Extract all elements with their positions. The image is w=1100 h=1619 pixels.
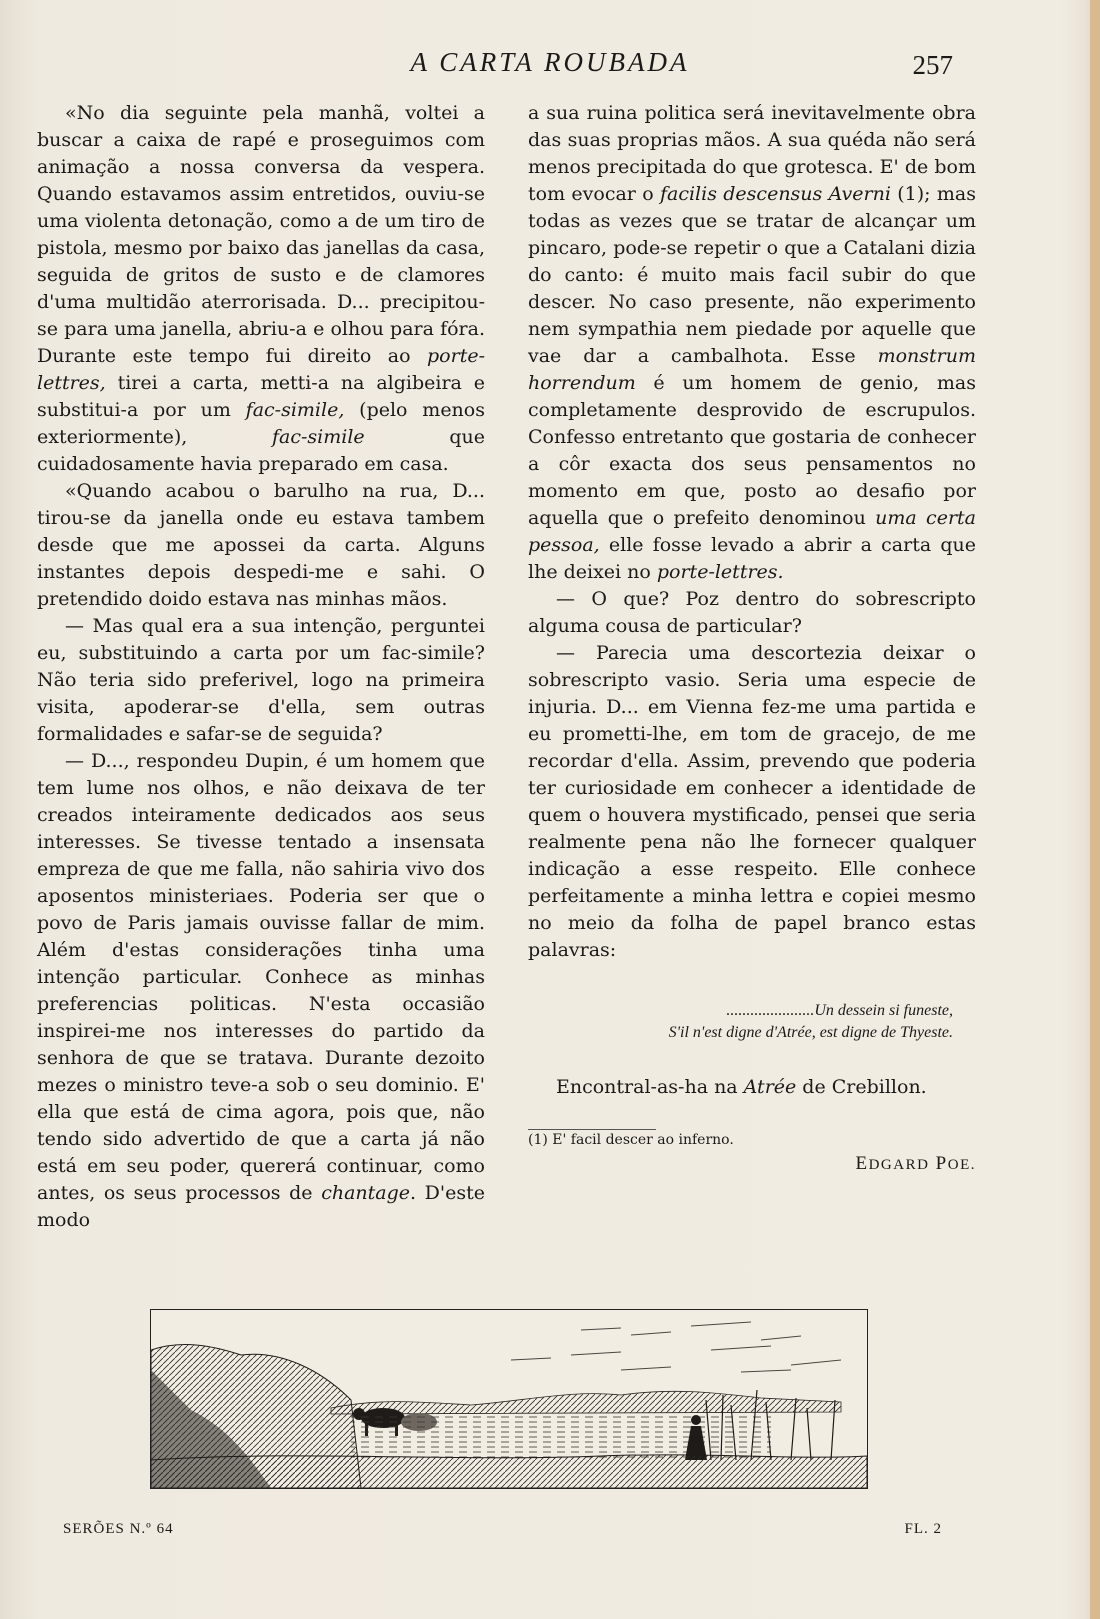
right-column [528, 100, 976, 1179]
paragraph: — O que? Poz dentro do sobrescripto alguma cousa de particular? [528, 588, 976, 637]
left-column [37, 100, 485, 1234]
footer-folio: FL. 2 [904, 1521, 942, 1537]
paragraph: a sua ruina politica será inevitavelmente obra das suas proprias mãos. A sua quéda não será menos precipitada do que grotesca. E' de bom tom evocar o facilis descensus Averni (1); mas todas as vezes que se tratar de alcançar um pincaro, pode-se repetir o que a Catalani dizia do canto: é muito mais facil subir do que descer. No caso presente, não experimento nem sympathia nem piedade por aquelle que vae dar a cambalhota. Esse monstrum horrendum é um homem de genio, mas completamente desprovido de escrupulos. Confesso entretanto que gostaria de conhecer a côr exacta dos seus pensamentos no momento em que, posto ao desafio por aquella que o prefeito denominou uma certa pessoa, elle fosse levado a abrir a carta que lhe deixei no porte-lettres. [528, 102, 976, 583]
paragraph: — Mas qual era a sua intenção, perguntei eu, substituindo a carta por um fac-simile? Não teria sido preferivel, logo na primeira visita, apoderar-se d'ella, sem outras formalidades e safar-se de seguida? [37, 615, 485, 745]
running-title: A CARTA ROUBADA [410, 47, 690, 77]
page-edge [1090, 0, 1100, 1619]
footnote: (1) E' facil descer ao inferno. [528, 1132, 734, 1148]
paragraph: «Quando acabou o barulho na rua, D... tirou-se da janella onde eu estava tambem desde que me apossei da carta. Alguns instantes depois despedi-me e sahi. O pretendido doido estava nas minhas mãos. [37, 480, 485, 610]
paragraph: «No dia seguinte pela manhã, voltei a buscar a caixa de rapé e proseguimos com animação a nossa conversa da vespera. Quando estavamos assim entretidos, ouviu-se uma violenta detonação, como a de um tiro de pistola, mesmo por baixo das janellas da casa, seguida de gritos de susto e de clamores d'uma multidão aterrorisada. D... precipitou-se para uma janella, abriu-a e olhou para fóra. Durante este tempo fui direito ao porte-lettres, tirei a carta, metti-a na algibeira e substitui-a por um fac-simile, (pelo menos exteriormente), fac-simile que cuidadosamente havia preparado em casa. [37, 102, 485, 475]
paragraph: — Parecia uma descortezia deixar o sobrescripto vasio. Seria uma especie de injuria. D... em Vienna fez-me uma partida e eu prometti-lhe, em tom de gracejo, de me recordar d'ella. Assim, prevendo que poderia ter curiosidade em conhecer a identidade de quem o houvera mystificado, pensei que seria realmente pena não lhe fornecer qualquer indicação a esse respeito. Elle conhece perfeitamente a minha lettra e copiei mesmo no meio da folha de papel branco estas palavras: [528, 642, 976, 961]
paragraph: — D..., respondeu Dupin, é um homem que tem lume nos olhos, e não deixava de ter creados inteiramente dedicados aos seus interesses. Se tivesse tentado a insensata empreza de que me falla, não sahiria vivo dos aposentos ministeriaes. Poderia ser que o povo de Paris jamais ouvisse fallar de mim. Além d'estas considerações tinha uma intenção particular. Conhece as minhas preferencias politicas. N'esta occasião inspirei-me nos interesses do partido da senhora de que se tratava. Durante dezoito mezes o ministro teve-a sob o seu dominio. E' ella que está de cima agora, pois que, não tendo sido advertido de que a carta já não está em seu poder, quererá continuar, como antes, os seus processos de chantage. D'este modo [37, 750, 485, 1231]
landscape-engraving [150, 1309, 868, 1489]
footer-issue: SERÕES N.º 64 [63, 1521, 174, 1537]
closing-line: Encontral-as-ha na Atrée de Crebillon. [556, 1076, 927, 1098]
verse-quote [528, 1000, 953, 1044]
author-signature: EDGARD POE. [855, 1153, 976, 1174]
page-number: 257 [912, 50, 953, 80]
verse-line: S'il n'est digne d'Atrée, est digne de Thyeste. [668, 1024, 953, 1041]
verse-line: ......................Un dessein si funeste, [726, 1002, 953, 1019]
